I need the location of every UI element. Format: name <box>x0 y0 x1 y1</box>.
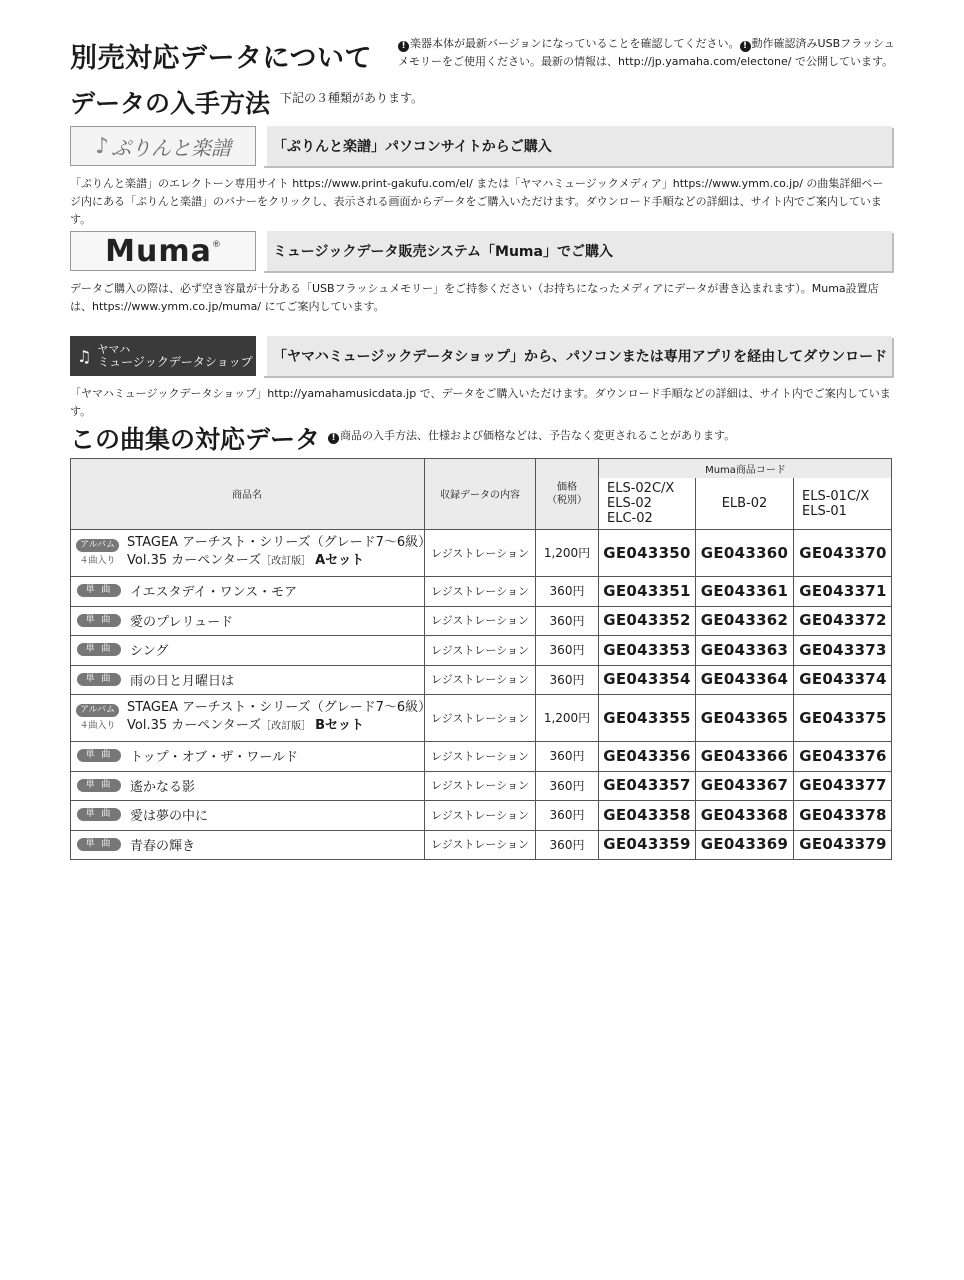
header-name: 商品名 <box>70 458 425 529</box>
data-content: レジストレーション <box>425 529 536 576</box>
album-volume: Vol.35 カーペンターズ <box>127 718 262 733</box>
song-title: トップ・オブ・ザ・ワールド <box>130 750 298 766</box>
exclamation-icon: ! <box>328 433 339 444</box>
code-els02: GE043350 <box>599 529 696 576</box>
single-badge: 単 曲 <box>77 673 121 686</box>
code-els01: GE043370 <box>799 543 887 562</box>
code-els01: GE043379 <box>799 835 887 854</box>
single-badge: 単 曲 <box>77 643 121 656</box>
price: 360円 <box>536 665 599 695</box>
product-name <box>70 665 425 695</box>
song-title: 愛は夢の中に <box>130 809 209 825</box>
song-title: シング <box>130 644 169 660</box>
header-muma: Muma商品コード <box>599 458 892 479</box>
code-els01: GE043377 <box>799 776 887 795</box>
code-els02: GE043357 <box>599 771 696 801</box>
song-title: 青春の輝き <box>130 838 196 854</box>
music-note-icon: ♪ <box>94 133 110 159</box>
source-desc-print-gakufu: 「ぷりんと楽譜」のエレクトーン専用サイト https://www.print-gakufu.com/el/ または「ヤマハミュージックメディア」https://www.ymm.co.jp/ の曲集詳細ページ内にある「ぷりんと楽譜」のバナーをクリックし、表示される画面からデータをご購入いただけます。ダウンロード手順などの詳細は、サイト内でご案内しています。 <box>70 177 884 226</box>
table-row <box>70 800 892 831</box>
code-elb02: GE043368 <box>696 800 794 830</box>
code-els02: GE043359 <box>599 830 696 860</box>
music-data-shop-logo: ♫ ヤマハ ミュージックデータショップ <box>70 336 256 376</box>
album-title: STAGEA アーチスト・シリーズ（グレード7～6級） <box>127 535 432 550</box>
data-content: レジストレーション <box>425 800 536 830</box>
data-content: レジストレーション <box>425 635 536 665</box>
single-badge: 単 曲 <box>77 808 121 821</box>
code-els02: GE043356 <box>599 741 696 771</box>
header-price: 価格 （税別） <box>536 458 599 529</box>
code-els01: GE043375 <box>799 708 887 727</box>
price: 1,200円 <box>536 694 599 741</box>
source-desc-muma: データご購入の際は、必ず空き容量が十分ある「USBフラッシュメモリー」をご持参ください（お持ちになったメディアにデータが書き込まれます）。Muma設置店は、https://www.ymm.co.jp/muma/ にてご案内しています。 <box>70 282 879 313</box>
code-elb02: GE043360 <box>696 529 794 576</box>
table-header <box>70 458 892 530</box>
price: 360円 <box>536 830 599 860</box>
product-name <box>70 606 425 636</box>
price: 360円 <box>536 771 599 801</box>
code-elb02: GE043366 <box>696 741 794 771</box>
single-badge: 単 曲 <box>77 779 121 792</box>
code-els01: GE043374 <box>799 670 887 689</box>
code-els01: GE043376 <box>799 746 887 765</box>
table-row <box>70 694 892 742</box>
table-row <box>70 665 892 696</box>
data-content: レジストレーション <box>425 665 536 695</box>
code-els02: GE043351 <box>599 576 696 606</box>
single-badge: 単 曲 <box>77 749 121 762</box>
data-content: レジストレーション <box>425 576 536 606</box>
table-row <box>70 576 892 607</box>
code-elb02: GE043361 <box>696 576 794 606</box>
header-notes: ! 楽器本体が最新バージョンになっていることを確認してください。 ! 動作確認済みUSBフラッシュメモリーをご使用ください。最新の情報は、http://jp.yamaha.com/electone/ で公開しています。 <box>398 37 895 68</box>
header-col-c: ELS-01C/X ELS-01 <box>794 478 892 529</box>
single-badge: 単 曲 <box>77 584 121 597</box>
compat-note: ! 商品の入手方法、仕様および価格などは、予告なく変更されることがあります。 <box>328 427 735 444</box>
price: 360円 <box>536 800 599 830</box>
price: 360円 <box>536 741 599 771</box>
product-name <box>70 529 432 576</box>
table-row <box>70 529 892 577</box>
howto-subtitle: 下記の３種類があります。 <box>280 91 424 105</box>
exclamation-icon: ! <box>398 41 409 52</box>
howto-title: データの入手方法 <box>70 89 271 118</box>
track-count: ４曲入り <box>79 556 116 566</box>
compat-title: この曲集の対応データ <box>70 425 321 454</box>
data-content: レジストレーション <box>425 694 536 741</box>
album-badge: アルバム <box>76 704 119 717</box>
table-row <box>70 606 892 637</box>
code-els01: GE043372 <box>799 611 887 630</box>
single-badge: 単 曲 <box>77 614 121 627</box>
source-bar-muma: ミュージックデータ販売システム「Muma」でご購入 <box>262 231 892 271</box>
source-desc-music-data-shop: 「ヤマハミュージックデータショップ」http://yamahamusicdata.jp で、データをご購入いただけます。ダウンロード手順などの詳細は、サイト内でご案内しています。 <box>70 387 891 418</box>
set-label: Aセット <box>315 553 365 568</box>
music-bars-icon: ♫ <box>77 346 92 366</box>
table-row <box>70 741 892 772</box>
product-name <box>70 741 425 771</box>
album-title: STAGEA アーチスト・シリーズ（グレード7～6級） <box>127 700 432 715</box>
muma-logo: Muma ® <box>70 231 256 271</box>
code-els01: GE043378 <box>799 805 887 824</box>
table-row <box>70 830 892 861</box>
data-content: レジストレーション <box>425 741 536 771</box>
song-title: 雨の日と月曜日は <box>130 673 235 689</box>
code-elb02: GE043363 <box>696 635 794 665</box>
single-badge: 単 曲 <box>77 838 121 851</box>
header-col-a: ELS-02C/X ELS-02 ELC-02 <box>599 478 696 529</box>
product-name <box>70 771 425 801</box>
page-title: 別売対応データについて <box>70 43 372 74</box>
data-content: レジストレーション <box>425 606 536 636</box>
edition-label: ［改訂版］ <box>261 556 312 567</box>
data-content: レジストレーション <box>425 830 536 860</box>
source-bar-print-gakufu: 「ぷりんと楽譜」パソコンサイトからご購入 <box>262 126 892 166</box>
product-name <box>70 576 425 606</box>
code-els02: GE043352 <box>599 606 696 636</box>
data-content: レジストレーション <box>425 771 536 801</box>
song-title: 愛のプレリュード <box>130 614 234 630</box>
source-bar-music-data-shop: 「ヤマハミュージックデータショップ」から、パソコンまたは専用アプリを経由してダウンロード <box>262 336 892 376</box>
code-elb02: GE043367 <box>696 771 794 801</box>
price: 360円 <box>536 635 599 665</box>
product-name <box>70 800 425 830</box>
song-title: イエスタデイ・ワンス・モア <box>130 585 298 601</box>
product-name <box>70 830 425 860</box>
table-row <box>70 635 892 666</box>
price: 360円 <box>536 576 599 606</box>
code-els02: GE043358 <box>599 800 696 830</box>
track-count: ４曲入り <box>79 721 116 731</box>
print-gakufu-logo: ♪ ぷりんと楽譜 <box>70 126 256 166</box>
code-els01: GE043371 <box>799 581 887 600</box>
table-row <box>70 771 892 802</box>
header-content: 収録データの内容 <box>425 458 536 529</box>
compat-table <box>70 458 892 860</box>
code-els02: GE043354 <box>599 665 696 695</box>
code-elb02: GE043364 <box>696 665 794 695</box>
set-label: Bセット <box>315 718 365 733</box>
header-col-b: ELB-02 <box>696 478 794 529</box>
code-els02: GE043355 <box>599 694 696 741</box>
price: 360円 <box>536 606 599 636</box>
code-elb02: GE043362 <box>696 606 794 636</box>
code-els01: GE043373 <box>799 640 887 659</box>
code-els02: GE043353 <box>599 635 696 665</box>
product-name <box>70 694 432 741</box>
album-volume: Vol.35 カーペンターズ <box>127 553 262 568</box>
code-elb02: GE043369 <box>696 830 794 860</box>
exclamation-icon: ! <box>740 41 751 52</box>
product-name <box>70 635 425 665</box>
edition-label: ［改訂版］ <box>261 721 312 732</box>
album-badge: アルバム <box>76 539 119 552</box>
song-title: 遙かなる影 <box>130 779 196 795</box>
code-elb02: GE043365 <box>696 694 794 741</box>
price: 1,200円 <box>536 529 599 576</box>
